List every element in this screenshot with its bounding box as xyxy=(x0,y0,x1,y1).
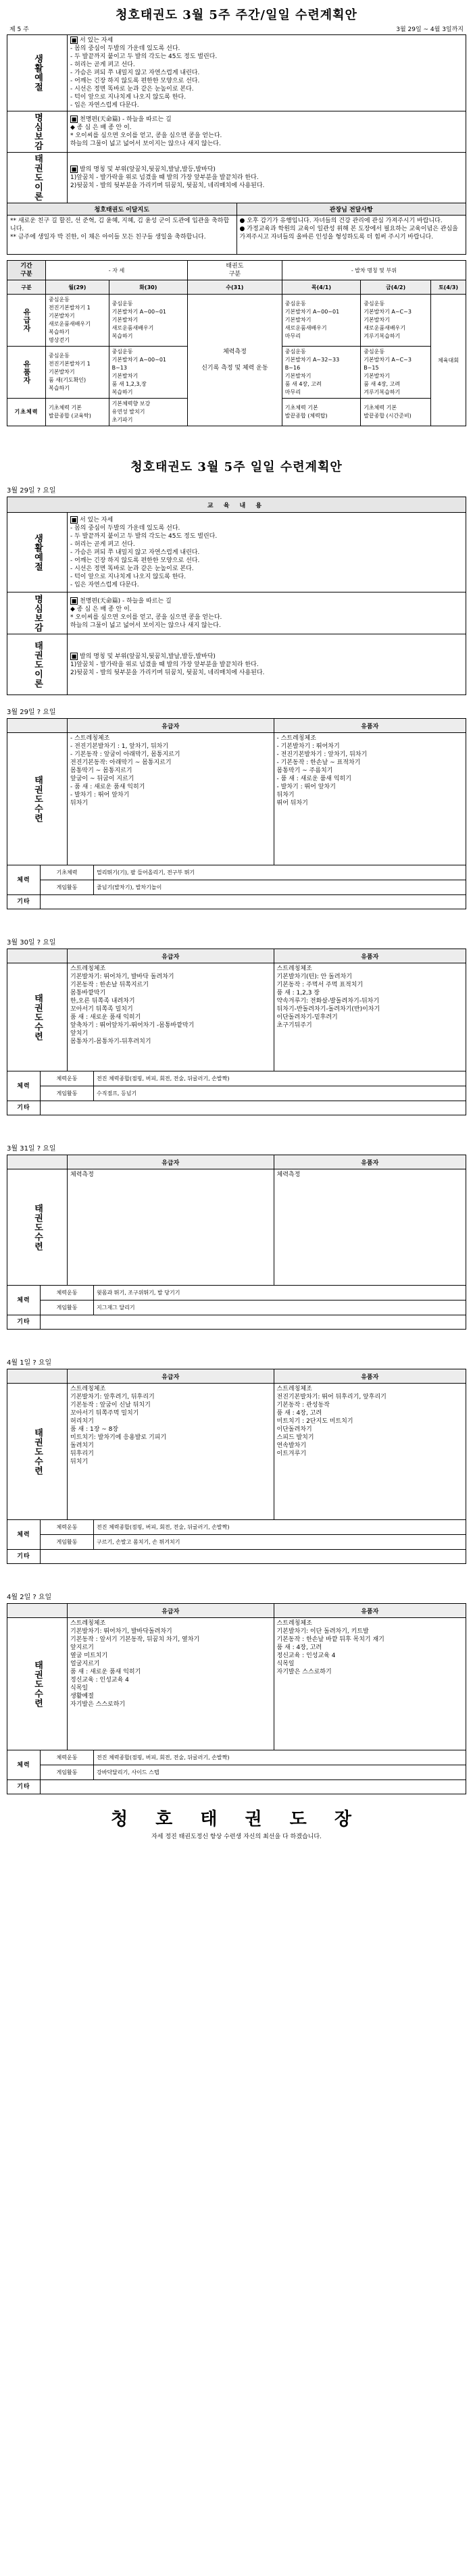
poom-plan: 스트레칭체조 기본발차기(턴): 안 돌려차기 기본동작 : 주먹서 주먹 표적치기 품 새 : 1,2,3 장 약속겨루기: 전화살-발돌려차기-뒤차기 뒤차기-반돌려차기-돌려차기(반)이차기 이단돌려차기-밑후려기 초구기뒤주기 xyxy=(274,963,466,1071)
gup-head: 유급자 xyxy=(68,949,274,963)
fitness-text: 윗몸과 뛰기, 조구위뛰기, 발 당기기 xyxy=(94,1286,466,1300)
checkbox-icon: ■ xyxy=(71,516,77,523)
game-sub: 게임활동 xyxy=(41,1765,94,1780)
note-content xyxy=(41,1101,466,1115)
mon-date: 3월 29일 ? 요일 xyxy=(7,487,56,495)
sched-gup-fri: 중심운동 기본발차기 A~C~3 기본발차기 새로운품새배우기 겨루기복습하기 xyxy=(361,295,431,347)
sched-poom-fri: 중심운동 기본발차기 A~C~3 B~15 기본발차기 품 새 4장, 고려 겨루기복습하기 xyxy=(361,347,431,399)
sched-gup-tue: 중심운동 기본발차기 A~00~01 기본발차기 새로운품새배우기 복습하기 xyxy=(109,295,187,347)
training-label: 태권도수련 xyxy=(7,733,68,865)
day-block xyxy=(7,1142,466,1330)
day-date: 4월 1일 ? 요일 xyxy=(7,1359,52,1367)
game-text: 구르기, 손발고 몸치기, 손 튀겨치기 xyxy=(94,1535,466,1550)
training-label: 태권도수련 xyxy=(7,1618,68,1750)
note-content xyxy=(41,1550,466,1564)
gup-plan: - 스트레칭체조 - 전진기본발차기 : 1, 앞차기, 뒤차기 - 기본동작 : 앞굽이 아래막기, 몸통지르기 전진기본동작: 아래막기 ~ 몸통지르기 몸통막기 ~ 몸통지르기 앞굽이 ~ 뒤굽이 지르기 - 품 새 : 새로운 품새 익히기 - 발차기 : 뛰어 앞차기 뒤차기 xyxy=(68,733,274,865)
day-fitness-table xyxy=(7,865,466,909)
fitness-label: 체력 xyxy=(7,1286,41,1315)
mon-label-theory: 태권도이론 xyxy=(7,634,68,695)
day-corner xyxy=(7,719,68,733)
day-sat: 토(4/3) xyxy=(431,280,466,295)
mon-label-proverb: 명심보감 xyxy=(7,592,68,634)
notice-table xyxy=(7,203,466,255)
day-mon: 월(29) xyxy=(46,280,109,295)
row-content-theory: ■ 발의 명칭 및 부위(앞꿈치,뒷꿈치,발날,발등,발바닥) 1)앞꿈치 - 발가락을 위로 넘겼을 때 발의 가장 앞부분을 발끝치라 한다. 2)뒷꿈치 - 발의 뒷부분을 가리키며 뒤꿈치, 뒷꿈치, 네리매치에 사용된다. xyxy=(68,153,466,203)
note-content xyxy=(41,1315,466,1330)
checkbox-icon: ■ xyxy=(71,116,77,122)
gup-plan: 스트레칭체조 기본발차기: 앞후려기, 뒤후리기 기본동작 : 앞굽이 신날 뒤치기 꼬아서기 뒤쪽주먹 밀치기 허리치기 품 새 : 1장 ~ 8장 미트치기: 발차기에 응용발로 기피기 돌려치기 뒤후리기 뒤치기 xyxy=(68,1384,274,1520)
poom-head: 유품자 xyxy=(274,1369,466,1384)
day-training-table xyxy=(7,718,466,865)
weekly-title: 청호태권도 3월 5주 주간/일일 수련계획안 xyxy=(116,8,357,22)
dojang-motto: 자세 정진 태권도정신 항상 수련생 자신의 최선을 다 하겠습니다. xyxy=(151,1834,322,1840)
poom-plan: 스트레칭체조 기본발차기: 이단 돌려차기, 키트발 기본동작 : 한손날 바깥 뒤후 목치기 재기 품 새 : 4장, 고려 정신교육 : 인성교육 4 식목일 자기발은 스스로하기 xyxy=(274,1618,466,1750)
gup-head: 유급자 xyxy=(68,719,274,733)
note-label: 기타 xyxy=(7,895,41,909)
day-fitness-table xyxy=(7,1285,466,1330)
row-label-proverb: 명심보감 xyxy=(7,111,68,153)
training-label: 태권도수련 xyxy=(7,1384,68,1520)
day-corner xyxy=(7,1155,68,1169)
day-wed: 수(31) xyxy=(187,280,282,295)
day-corner xyxy=(7,1369,68,1384)
day-date: 3월 30일 ? 요일 xyxy=(7,939,56,946)
gup-plan: 스트레칭체조 기본발차기: 뛰어차기, 발바닥돌려차기 기본동작 : 앞서기 기본동작, 뒤꿈치 차기, 옆차기 앞지르기 옆굽 미트치기 얼굴지르기 품 새 : 새로운 품새 익히기 정신교육 : 인성교육 4 식목일 생활예절 자기발은 스스로하기 xyxy=(68,1618,274,1750)
day-block xyxy=(7,706,466,909)
day-corner xyxy=(7,1604,68,1618)
training-label: 태권도수련 xyxy=(7,1169,68,1286)
fitness-sub: 체력운동 xyxy=(41,1520,94,1535)
row-label-poom: 유품자 xyxy=(7,347,46,399)
sched-poom-thu: 중심운동 기본발차기 A~32~33 B~16 기본발차기 품 새 4장, 고려 마무리 xyxy=(282,347,360,399)
game-sub: 게임활동 xyxy=(41,1535,94,1550)
day-fitness-table xyxy=(7,1071,466,1115)
gup-head: 유급자 xyxy=(68,1604,274,1618)
game-text: 수직점프, 등넘기 xyxy=(94,1086,466,1101)
poom-plan: - 스트레칭체조 - 기본발차기 : 뛰어차기 - 전진기본발차기 : 앞차기, 뒤차기 - 기본동작 : 한손날 ~ 표적차기 몸통막기 ~ 주름치기 - 품 새 : 새로운 품새 익히기 - 발차기 : 뛰어 앞차기 뒤차기 뛰어 뒤차기 xyxy=(274,733,466,865)
poom-plan: 스트레칭체조 전진기본발차기: 뛰어 뒤후리기, 앞후리기 기본동작 : 관성동작 품 새 : 4장, 고려 미트치기 : 2단지도 미트치기 이단돌려차기 스피드 발치기 연속발차기 이트겨루기 xyxy=(274,1384,466,1520)
poom-head: 유품자 xyxy=(274,719,466,733)
fitness-sub: 체력운동 xyxy=(41,1286,94,1300)
gup-plan: 스트레칭체조 기본발차기: 뛰어차기, 발바닥 돌려차기 기본동작 : 한손날 뒤쪽지르기 몸통바깥막기 한,오른 뒤쪽족 내려차기 꼬아서기 뒤쪽족 밀치기 품 새 : 새로운 품새 익히기 앞축차기 : 뛰어앞차기-뛰어차기 -몸통바깥막기 앞치기 몸통차기-몸통차기-뒤후려치기 xyxy=(68,963,274,1071)
notice-head-left: 청호태권도 이달지도 xyxy=(7,203,237,216)
poom-head: 유품자 xyxy=(274,949,466,963)
notice-left: ** 새로운 친구 길 할진, 선 준혁, 김 윤혜, 지혜, 김 윤성 군이 도관에 입관을 축하합니다. ** 금주에 생일자 박 진한, 이 채은 아이들 모든 친구들 생일을 축하합니다. xyxy=(7,216,237,255)
mon-content-manners: ■ 서 있는 자세 - 몸의 중심이 두발의 가운데 있도록 선다. - 두 발끝까지 붙이고 두 발의 각도는 45도 정도 벌린다. - 허리는 곧게 펴고 선다. - 가슴은 펴되 쭈 내밀지 않고 자연스럽게 내린다. - 어깨는 긴장 하지 않도록 편한한 모양으로 선다. - 시선은 정면 똑바로 눈과 같은 눈높이로 본다. - 턱이 앞으로 지나치게 나오지 않도록 한다. - 입은 자연스럽게 다문다. xyxy=(68,513,466,592)
day-training-table xyxy=(7,1155,466,1286)
day-date: 4월 2일 ? 요일 xyxy=(7,1594,52,1601)
day-block xyxy=(7,1591,466,1794)
notice-head-right: 관장님 전달사항 xyxy=(236,203,466,216)
sched-fit-mon: 기초체력 기본 발끝종합 (교육탁) xyxy=(46,399,109,426)
schedule-col-a: - 자 세 xyxy=(46,261,188,280)
fitness-text: 전진 체력종합(점핑, 버피, 회전, 전술, 뒤굴러기, 손발짝) xyxy=(94,1520,466,1535)
game-text: 지그재그 달리기 xyxy=(94,1300,466,1315)
fitness-text: 전진 체력종합(점핑, 버피, 회전, 전술, 뒤굴러기, 손발짝) xyxy=(94,1750,466,1765)
date-range: 3월 29일 ~ 4월 3일까지 xyxy=(396,26,464,33)
daily-title: 청호태권도 3월 5주 일일 수련계획안 xyxy=(130,460,343,474)
gup-plan: 체력측정 xyxy=(68,1169,274,1286)
sched-gup-thu: 중심운동 기본발차기 A~00~01 기본발차기 새로운품새배우기 마무리 xyxy=(282,295,360,347)
game-sub: 게임활동 xyxy=(41,880,94,895)
note-label: 기타 xyxy=(7,1550,41,1564)
mon-content-theory: ■ 발의 명칭 및 부위(앞꿈치,뒷꿈치,발날,발등,발바닥) 1)앞꿈치 - 발가락을 위로 넘겼을 때 발의 가장 앞부분을 발끝치라 한다. 2)뒷꿈치 - 발의 뒷부분을 가리키며 뒤꿈치, 뒷꿈치, 네리매치에 사용된다. xyxy=(68,634,466,695)
day-training-table xyxy=(7,1603,466,1750)
mon-edu-table xyxy=(7,497,466,695)
dojang-name: 청 호 태 권 도 장 xyxy=(111,1809,362,1829)
checkbox-icon: ■ xyxy=(71,653,77,659)
poom-plan: 체력측정 xyxy=(274,1169,466,1286)
fitness-sub: 체력운동 xyxy=(41,1750,94,1765)
fitness-label: 체력 xyxy=(7,1071,41,1101)
row-label-fitness: 기초체력 xyxy=(7,399,46,426)
fitness-text: 전진 체력종합(점핑, 버피, 회전, 전술, 뒤굴러기, 손발짝) xyxy=(94,1071,466,1086)
sched-poom-tue: 중심운동 기본발차기 A~00~01 B~13 기본발차기 품 새 1,2,3,장 복습하기 xyxy=(109,347,187,399)
game-sub: 게임활동 xyxy=(41,1086,94,1101)
note-content xyxy=(41,1780,466,1794)
fitness-sub: 기초체력 xyxy=(41,865,94,880)
checkbox-icon: ■ xyxy=(71,166,77,172)
note-label: 기타 xyxy=(7,1315,41,1330)
schedule-head-label: 기간 구분 xyxy=(7,261,46,280)
day-fitness-table xyxy=(7,1519,466,1564)
schedule-table xyxy=(7,260,466,426)
sched-gup-mon: 중심운동 전진기본발차기 1 기본발차기 새로운품새배우기 복습하기 명상걷기 xyxy=(46,295,109,347)
day-fitness-table xyxy=(7,1750,466,1794)
sched-wed: 체력측정 신기록 측정 및 체력 운동 xyxy=(187,295,282,426)
schedule-col-b: 태권도 구분 xyxy=(187,261,282,280)
day-training-table xyxy=(7,949,466,1071)
gup-head: 유급자 xyxy=(68,1369,274,1384)
fitness-label: 체력 xyxy=(7,865,41,895)
weekly-topics-table xyxy=(7,34,466,203)
sched-fit-tue: 기본체력향 보강 유연성 발치기 초기파기 xyxy=(109,399,187,426)
day-block xyxy=(7,1357,466,1564)
day-training-table xyxy=(7,1369,466,1520)
row-content-proverb: ■ 천명편(天命篇) - 하늘을 따르는 길 ◆ 종 심 은 배 종 안 이. * 오이씨를 심으면 오이를 얻고, 콩을 심으면 콩을 얻는다. 하늘의 그물이 넓고 넓어서 보이지는 않으나 새지 않는다. xyxy=(68,111,466,153)
day-thu: 목(4/1) xyxy=(282,280,360,295)
page xyxy=(7,5,466,1840)
fitness-text: 멀리뛰기(기), 팔 들어올리기, 전구부 뛰기 xyxy=(94,865,466,880)
note-label: 기타 xyxy=(7,1101,41,1115)
row-label-theory: 태권도이론 xyxy=(7,153,68,203)
training-label: 태권도수련 xyxy=(7,963,68,1071)
checkbox-icon: ■ xyxy=(71,597,77,604)
day-date: 3월 29일 ? 요일 xyxy=(7,709,56,716)
day-date: 3월 31일 ? 요일 xyxy=(7,1145,56,1153)
mon-label-manners: 생활예절 xyxy=(7,513,68,592)
poom-head: 유품자 xyxy=(274,1604,466,1618)
schedule-col-c: - 발차 명칭 및 부위 xyxy=(282,261,466,280)
row-label-gup: 유급자 xyxy=(7,295,46,347)
sched-sat: 체육대회 xyxy=(431,295,466,426)
gup-head: 유급자 xyxy=(68,1155,274,1169)
note-content xyxy=(41,895,466,909)
game-sub: 게임활동 xyxy=(41,1300,94,1315)
fitness-label: 체력 xyxy=(7,1750,41,1780)
fitness-sub: 체력운동 xyxy=(41,1071,94,1086)
game-text: 강바닥달리기, 사이드 스텝 xyxy=(94,1765,466,1780)
day-fri: 금(4/2) xyxy=(361,280,431,295)
game-text: 줄넘기(발차기), 발차기놀이 xyxy=(94,880,466,895)
fitness-label: 체력 xyxy=(7,1520,41,1550)
poom-head: 유품자 xyxy=(274,1155,466,1169)
week-header xyxy=(7,23,466,34)
week-label: 제 5 주 xyxy=(9,26,29,33)
sched-fit-fri: 기초체력 기본 발끝종합 (시간준비) xyxy=(361,399,431,426)
note-label: 기타 xyxy=(7,1780,41,1794)
sched-fit-thu: 기초체력 기본 발끝종합 (체력탑) xyxy=(282,399,360,426)
row-label-manners: 생활예절 xyxy=(7,35,68,111)
daily-training-list xyxy=(7,706,466,1794)
day-tue: 화(30) xyxy=(109,280,187,295)
day-corner xyxy=(7,949,68,963)
mon-content-proverb: ■ 천명편(天命篇) - 하늘을 따르는 길 ◆ 종 심 은 배 종 안 이. * 오이씨를 심으면 오이를 얻고, 콩을 심으면 콩을 얻는다. 하늘의 그물이 넓고 넓어서 보이지는 않으나 새지 않는다. xyxy=(68,592,466,634)
schedule-corner: 구분 xyxy=(7,280,46,295)
sched-poom-mon: 중심운동 전진기본발차기 1 기본발차기 품 새(기도확인) 복습하기 xyxy=(46,347,109,399)
checkbox-icon: ■ xyxy=(71,37,77,43)
row-content-manners: ■ 서 있는 자세 - 몸의 중심이 두발의 가운데 있도록 선다. - 두 발끝까지 붙이고 두 발의 각도는 45도 정도 벌린다. - 허리는 곧게 펴고 선다. - 가슴은 펴되 쭈 내밀지 않고 자연스럽게 내린다. - 어깨는 긴장 하지 않도록 편한한 모양으로 선다. - 시선은 정면 똑바로 눈과 같은 눈높이로 본다. - 턱이 앞으로 지나치게 나오지 않도록 한다. - 입은 자연스럽게 다문다. xyxy=(68,35,466,111)
edu-head: 교 육 내 용 xyxy=(7,497,466,513)
day-block xyxy=(7,936,466,1115)
notice-right: ● 오후 감기가 유행입니다. 자녀들의 건강 관리에 관심 가져주시기 바랍니다. ● 가정교육과 학원의 교육이 일관성 위해 본 도장에서 필요하는 교육이념은 관심을 가져주시고 자녀들의 올바른 인성을 형성하도록 더 힘써 주시기 바랍니다. xyxy=(236,216,466,255)
